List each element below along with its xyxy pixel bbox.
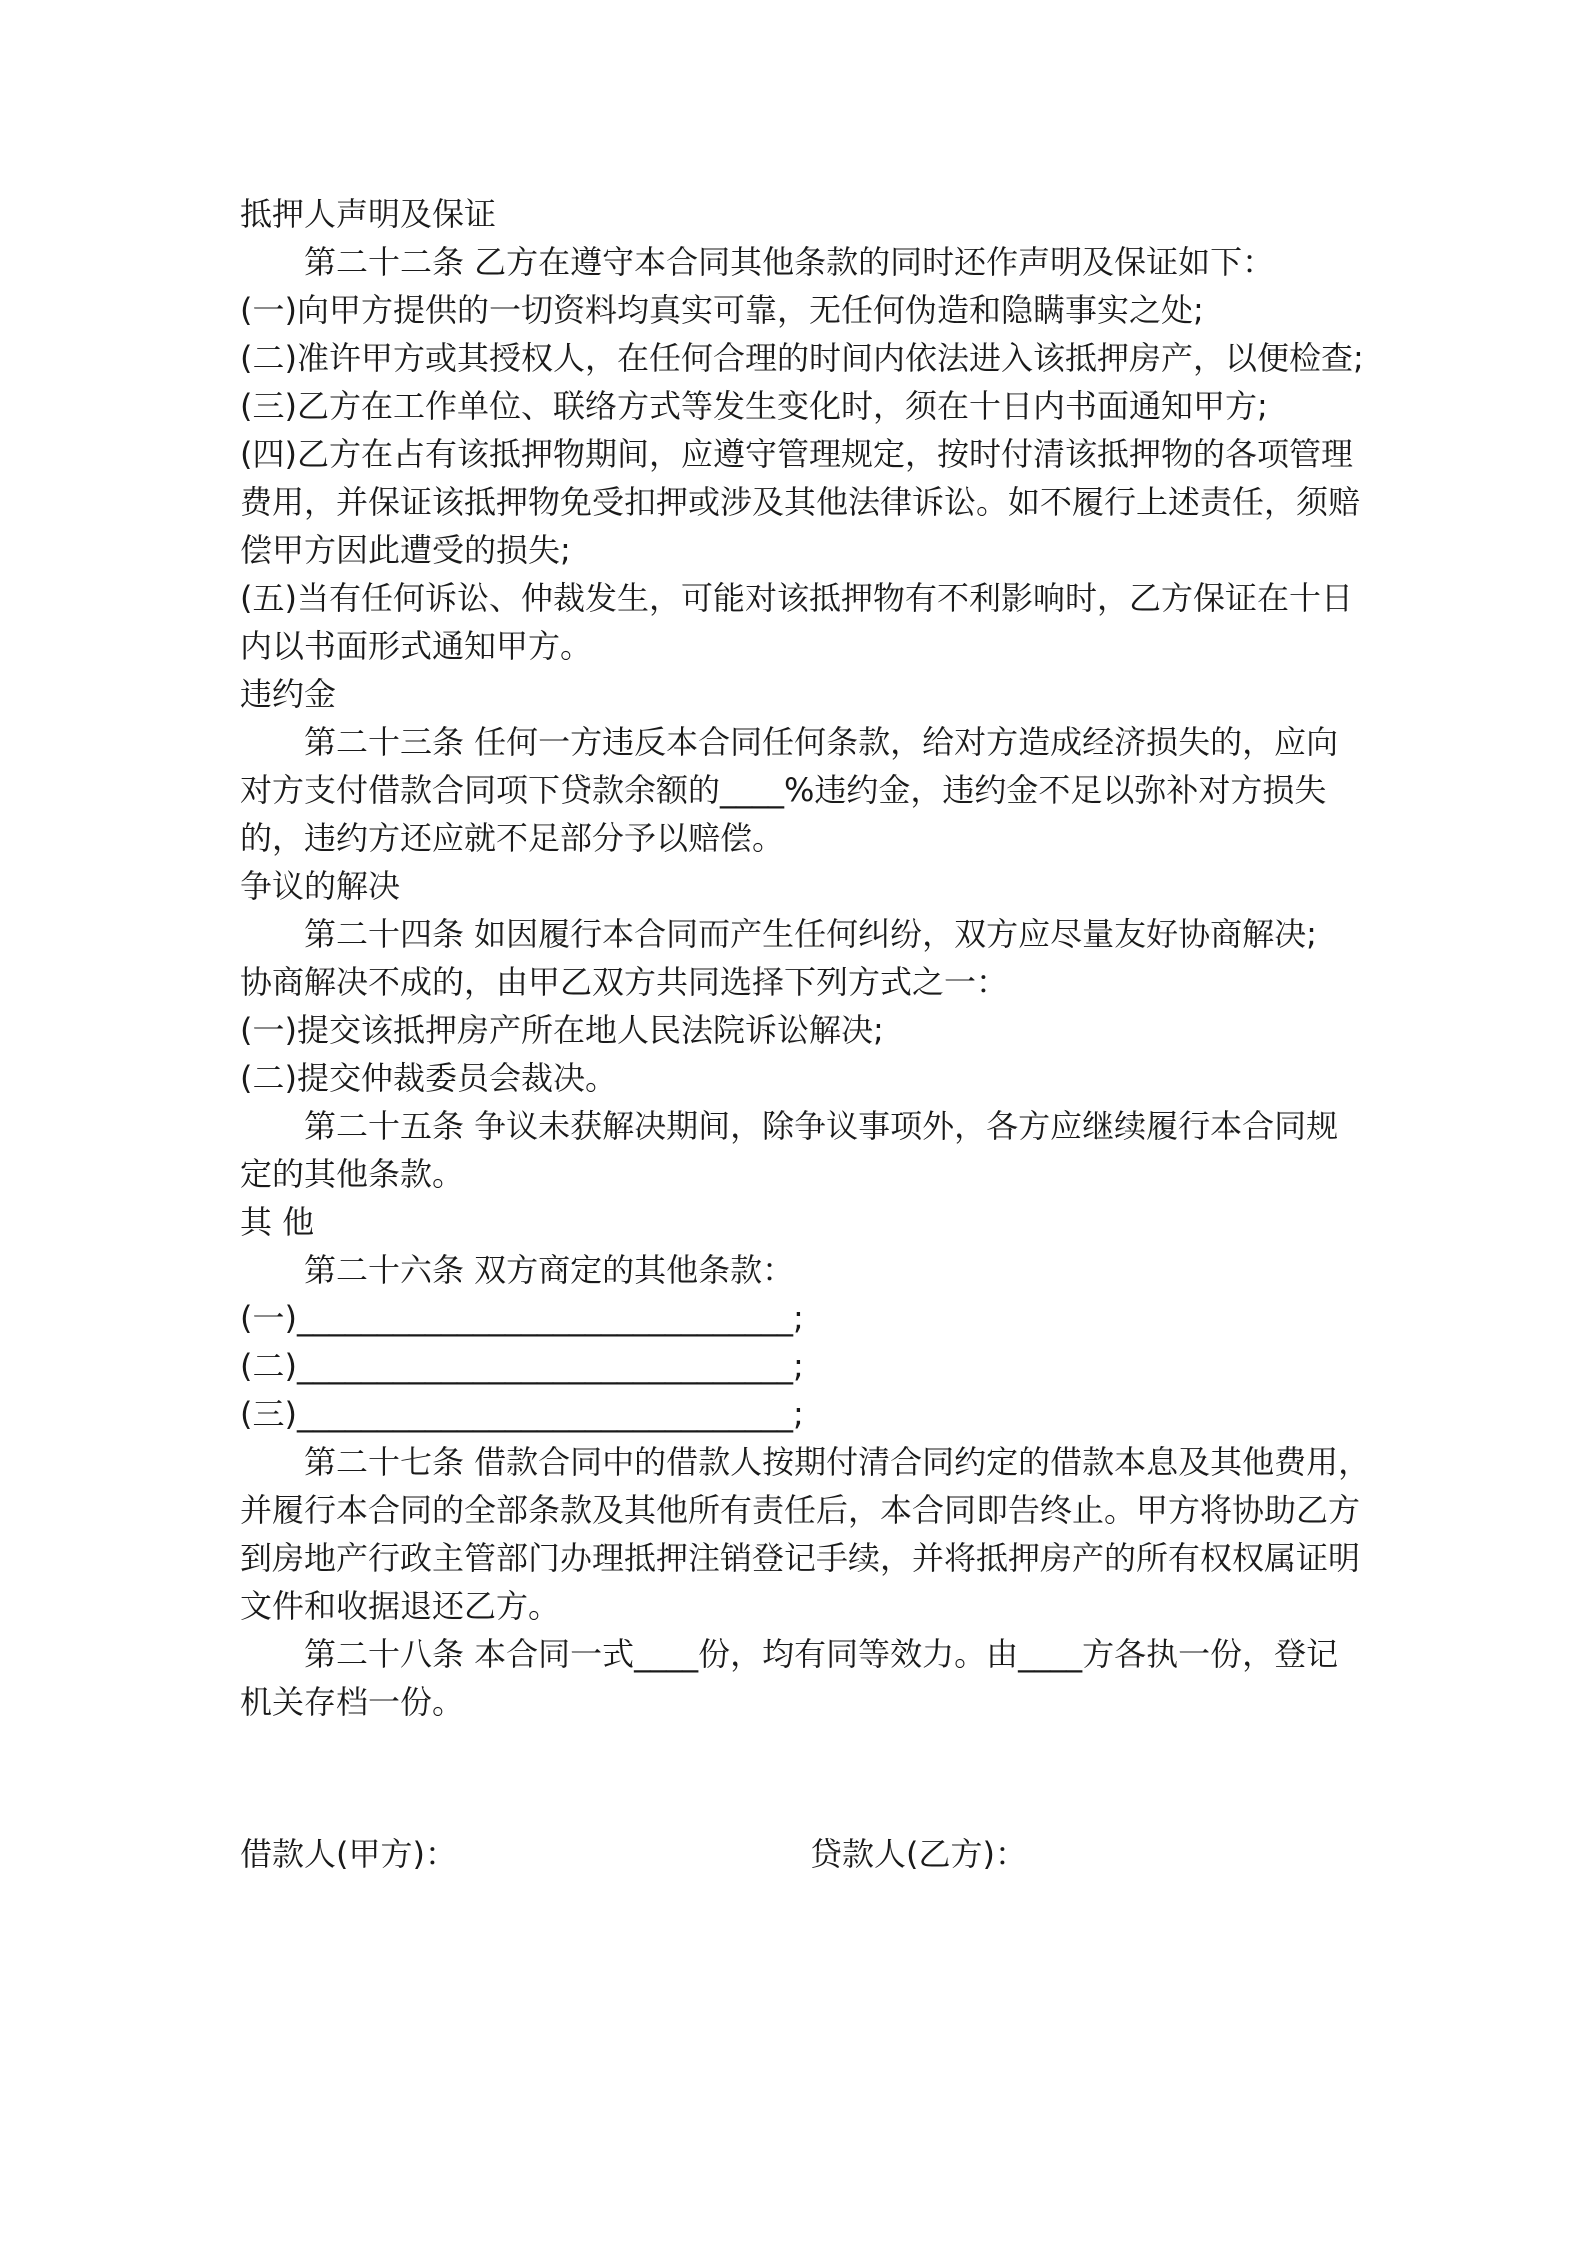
article-27-line-4: 文件和收据退还乙方。 <box>240 1587 561 1625</box>
article-22-item-4-line-2: 费用，并保证该抵押物免受扣押或涉及其他法律诉讼。如不履行上述责任，须赔 <box>240 483 1361 521</box>
article-22-item-5-line-1: (五)当有任何诉讼、仲裁发生，可能对该抵押物有不利影响时，乙方保证在十日 <box>240 579 1353 617</box>
article-27-line-2: 并履行本合同的全部条款及其他所有责任后，本合同即告终止。甲方将协助乙方 <box>240 1491 1361 1529</box>
article-23-line-3: 的，违约方还应就不足部分予以赔偿。 <box>240 819 785 857</box>
article-23-line-1: 第二十三条 任何一方违反本合同任何条款，给对方造成经济损失的，应向 <box>304 723 1339 761</box>
article-26-blank-1: (一)_______________________________; <box>240 1299 804 1337</box>
section-heading-dispute-resolution: 争议的解决 <box>240 867 401 905</box>
borrower-signature-label: 借款人(甲方)： <box>240 1835 457 1873</box>
article-22-item-3: (三)乙方在工作单位、联络方式等发生变化时，须在十日内书面通知甲方; <box>240 387 1268 425</box>
article-27-line-1: 第二十七条 借款合同中的借款人按期付清合同约定的借款本息及其他费用， <box>304 1443 1371 1481</box>
article-22-item-4-line-1: (四)乙方在占有该抵押物期间，应遵守管理规定，按时付清该抵押物的各项管理 <box>240 435 1353 473</box>
article-26-blank-3: (三)_______________________________; <box>240 1395 804 1433</box>
article-26-blank-2: (二)_______________________________; <box>240 1347 804 1385</box>
section-heading-other: 其 他 <box>240 1203 315 1241</box>
article-24-line-2: 协商解决不成的，由甲乙双方共同选择下列方式之一： <box>240 963 1009 1001</box>
article-28-line-2: 机关存档一份。 <box>240 1683 465 1721</box>
article-25-line-1: 第二十五条 争议未获解决期间，除争议事项外，各方应继续履行本合同规 <box>304 1107 1339 1145</box>
article-23-line-2: 对方支付借款合同项下贷款余额的____%违约金，违约金不足以弥补对方损失 <box>240 771 1327 809</box>
section-heading-mortgagor-statement: 抵押人声明及保证 <box>240 195 497 233</box>
article-26-intro: 第二十六条 双方商定的其他条款： <box>304 1251 795 1289</box>
section-heading-penalty: 违约金 <box>240 675 337 713</box>
lender-signature-label: 贷款人(乙方)： <box>810 1835 1027 1873</box>
article-24-item-2: (二)提交仲裁委员会裁决。 <box>240 1059 617 1097</box>
article-28-line-1: 第二十八条 本合同一式____份，均有同等效力。由____方各执一份，登记 <box>304 1635 1339 1673</box>
article-22-item-1: (一)向甲方提供的一切资料均真实可靠，无任何伪造和隐瞒事实之处; <box>240 291 1204 329</box>
article-25-line-2: 定的其他条款。 <box>240 1155 465 1193</box>
article-22-item-2: (二)准许甲方或其授权人，在任何合理的时间内依法进入该抵押房产，以便检查; <box>240 339 1364 377</box>
article-24-item-1: (一)提交该抵押房产所在地人民法院诉讼解决; <box>240 1011 884 1049</box>
article-22-intro: 第二十二条 乙方在遵守本合同其他条款的同时还作声明及保证如下： <box>304 243 1275 281</box>
article-27-line-3: 到房地产行政主管部门办理抵押注销登记手续，并将抵押房产的所有权权属证明 <box>240 1539 1361 1577</box>
article-22-item-4-line-3: 偿甲方因此遭受的损失; <box>240 531 571 569</box>
article-24-line-1: 第二十四条 如因履行本合同而产生任何纠纷，双方应尽量友好协商解决; <box>304 915 1317 953</box>
contract-page <box>240 190 1371 1726</box>
article-22-item-5-line-2: 内以书面形式通知甲方。 <box>240 627 593 665</box>
